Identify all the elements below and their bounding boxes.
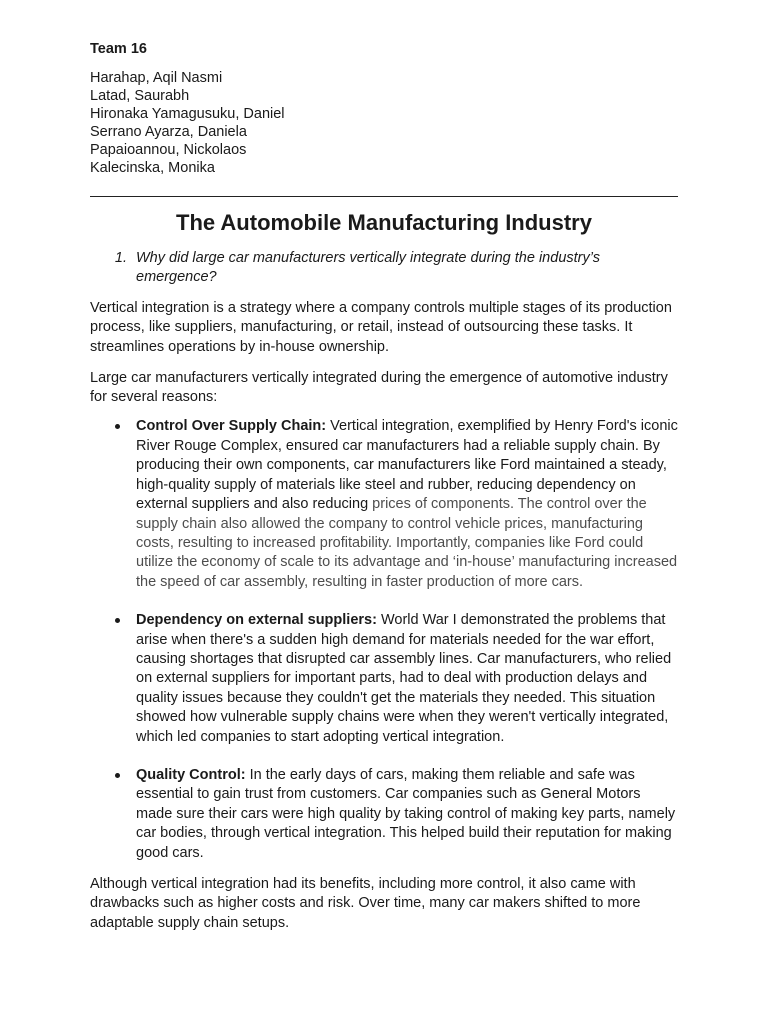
reason-text: World War I demonstrated the problems that arise when there's a sudden high demand for materials needed for the war effort, causing shortages that disrupted car assembly lines. Car manufacturers, who relied on external suppliers for important parts, had to deal with production delays and quality issues because they couldn't get the materials they needed. This situation showed how vulnerable supply chains were when they weren't vertically integrated, which led companies to start adopting vertical integration. — [136, 612, 672, 745]
bullet-dot-icon — [90, 611, 136, 747]
conclusion-paragraph: Although vertical integration had its benefits, including more control, it also came with drawbacks such as higher costs and risk. Over time, many car makers shifted to more adaptable supply chain setups. — [90, 876, 641, 931]
bullet-dot-icon — [90, 417, 136, 592]
member-list — [90, 69, 678, 177]
reasons-list — [90, 417, 678, 863]
lead-paragraph: Large car manufacturers vertically integrated during the emergence of automotive industry for several reasons: — [90, 369, 668, 406]
reason-text-continued: prices of components. The control over the supply chain also allowed the company to control vehicle prices, manufacturing costs, resulting to increased profitability. Importantly, companies like Ford could utilize the economy of scale to its advantage and ‘in-house’ manufacturing increased the speed of car assembly, resulting in faster production of more cars. — [136, 496, 678, 590]
member-name: Serrano Ayarza, Daniela — [90, 124, 247, 140]
member-name: Latad, Saurabh — [90, 88, 190, 104]
reason-item — [90, 611, 678, 747]
reason-content — [136, 766, 678, 863]
team-title: Team 16 — [90, 41, 147, 57]
member-name: Kalecinska, Monika — [90, 160, 215, 176]
intro-paragraph: Vertical integration is a strategy where a company controls multiple stages of its production process, like suppliers, manufacturing, or retail, instead of outsourcing these tasks. It streamlines operations by in-house ownership. — [90, 300, 672, 355]
document-page — [90, 40, 678, 933]
reason-heading: Dependency on external suppliers: — [136, 612, 377, 629]
horizontal-divider — [90, 196, 678, 197]
question-item — [90, 249, 678, 287]
reason-content — [136, 611, 678, 747]
reason-content — [136, 417, 678, 592]
reason-item — [90, 417, 678, 592]
document-title: The Automobile Manufacturing Industry — [176, 210, 592, 235]
question-number: 1. — [114, 250, 127, 266]
reason-heading: Quality Control: — [136, 766, 246, 783]
member-name: Harahap, Aqil Nasmi — [90, 70, 223, 86]
reason-text: In the early days of cars, making them reliable and safe was essential to gain trust from customers. Car companies such as General Motors made sure their cars were high quality by taking control of making key parts, namely car bodies, through vertical integration. This helped build their reputation for making good cars. — [136, 766, 676, 861]
reason-heading: Control Over Supply Chain: — [136, 418, 327, 435]
reason-item — [90, 766, 678, 863]
member-name: Hironaka Yamagusuku, Daniel — [90, 106, 285, 122]
member-name: Papaioannou, Nickolaos — [90, 142, 247, 158]
bullet-dot-icon — [90, 766, 136, 863]
reason-text: Vertical integration, exemplified by Henry Ford's iconic River Rouge Complex, ensured car manufacturers had a reliable supply chain. By producing their own components, car manufacturers like Ford maintained a steady, high-quality supply of materials like steel and rubber, reducing dependency on external suppliers and also reducing — [136, 418, 678, 513]
question-text: Why did large car manufacturers vertically integrate during the industry’s emergence? — [136, 250, 600, 285]
